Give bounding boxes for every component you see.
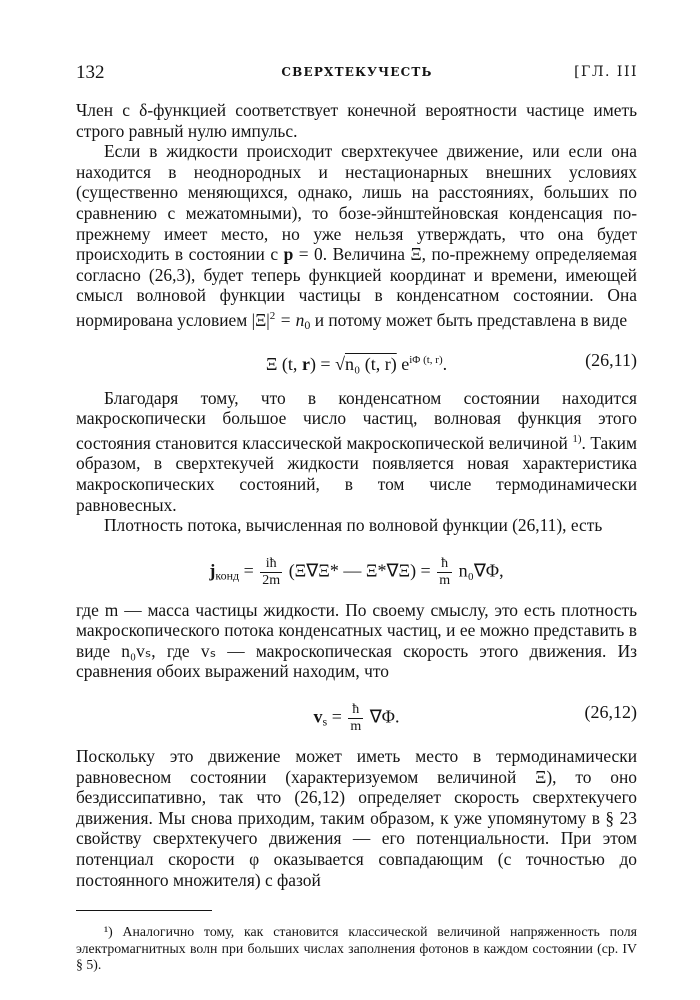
page-header xyxy=(76,62,638,86)
paragraph-1: Член с δ-функцией соответствует конечной вероятности частице иметь строго равный нулю импульс. xyxy=(76,100,637,141)
equation-26-11-formula: Ξ (t, r) = √n₀ (t, r) $e^{i\Phi (t, r)}$. xyxy=(265,353,448,374)
equation-26-12-number: (26,12) xyxy=(584,702,637,723)
equation-current xyxy=(76,540,637,596)
running-title: СВЕРХТЕКУЧЕСТЬ xyxy=(281,65,433,79)
footnote-rule xyxy=(76,910,212,911)
main-text xyxy=(76,100,637,890)
equation-current-formula: $j_{конд}$ = $\frac{iħ}{2m}$ (Ξ∇Ξ* — Ξ*∇Ξ) = $\frac{ħ}{m}$ n₀∇Φ, xyxy=(209,555,504,588)
page-number: 132 xyxy=(76,62,105,83)
equation-26-11-number: (26,11) xyxy=(585,349,637,370)
paragraph-4: Плотность потока, вычисленная по волновой функции (26,11), есть xyxy=(104,515,603,536)
paragraph-5: где m — масса частицы жидкости. По своему смыслу, это есть плотность макроскопического потока конденсатных частиц, и ее можно представить в виде n₀vₛ, где vₛ — макроскопическая скорость этого движения. Из сравнения обоих выражений находим, что xyxy=(76,599,637,682)
footnote-text: ¹) Аналогично тому, как становится классической величиной напряженность поля электромагнитных волн при больших числах заполнения фотонов в каждом состоянии (ср. IV § 5). xyxy=(76,924,637,973)
chapter-label: [ГЛ. III xyxy=(574,64,638,80)
paragraph-3: Благодаря тому, что в конденсатном состоянии находится макроскопически большое число частиц, волновая функция этого состояния становится классической макроскопической величиной $^{1)}$. Таким образом, в сверхтекучей жидкости появляется новая характеристика макроскопических состояний, в том числе термодинамически равновесных. xyxy=(76,387,637,515)
paragraph-6: Поскольку это движение может иметь место в термодинамически равновесном состоянии (характеризуемом величиной Ξ), то оно бездиссипативно, так что (26,12) определяет скорость сверхтекучего движения. Мы снова приходим, таким образом, к уже упомянутому в § 23 свойству сверхтекучего движения — его потенциальности. При этом потенциал скорости φ оказывается совпадающим (с точностью до постоянного множителя) с фазой xyxy=(76,746,637,890)
equation-26-12-formula: $v_s$ = $\frac{ħ}{m}$ ∇Φ. xyxy=(313,702,400,735)
footnote xyxy=(76,924,637,974)
equation-26-11 xyxy=(76,340,637,384)
paragraph-2: Если в жидкости происходит сверхтекучее движение, или если она находится в неоднородных и нестационарных внешних условиях (существенно меняющихся, однако, лишь на расстояниях, больших по сравнению с межатомными), то бозе-эйнштейновская конденсация по-прежнему имеет место, но уже нельзя утверждать, что она будет происходить в состоянии с p = 0. Величина Ξ, по-прежнему определяемая согласно (26,3), будет теперь функцией координат и времени, имеющей смысл волновой функции частицы в конденсатном состоянии. Она нормирована условием $|\Xi|^2 = n_0$ и потому может быть представлена в виде xyxy=(76,141,638,332)
equation-26-12 xyxy=(76,686,637,742)
